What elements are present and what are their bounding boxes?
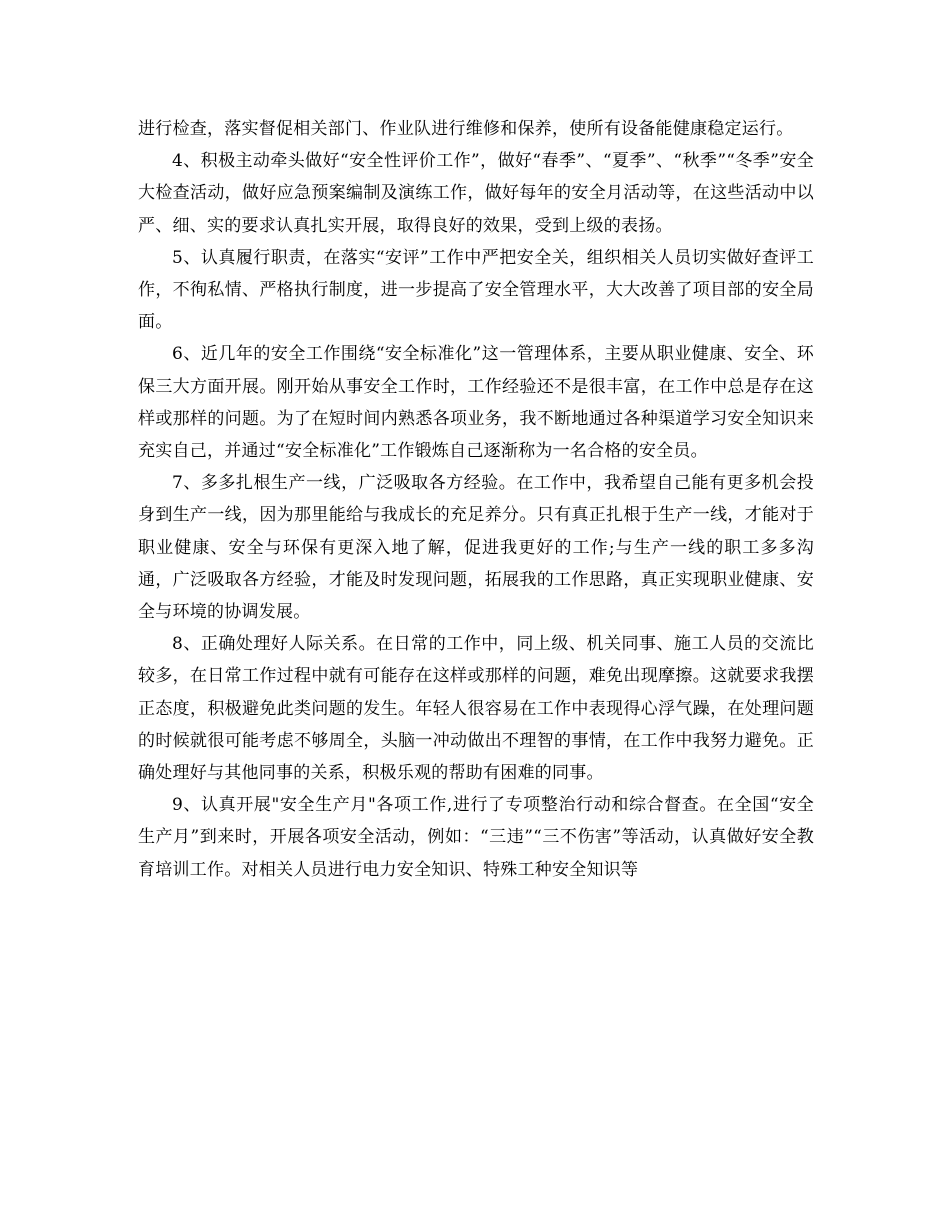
paragraph-item-5: 5、认真履行职责，在落实“安评”工作中严把安全关，组织相关人员切实做好查评工作，不徇私情、严格执行制度，进一步提高了安全管理水平，大大改善了项目部的安全局面。 [138, 247, 814, 333]
document-body [138, 113, 814, 886]
paragraph-item-7: 7、多多扎根生产一线，广泛吸取各方经验。在工作中，我希望自己能有更多机会投身到生产一线，因为那里能给与我成长的充足养分。只有真正扎根于生产一线，才能对于职业健康、安全与环保有更深入地了解，促进我更好的工作;与生产一线的职工多多沟通，广泛吸取各方经验，才能及时发现问题，拓展我的工作思路，真正实现职业健康、安全与环境的协调发展。 [138, 473, 814, 623]
paragraph-item-9: 9、认真开展"安全生产月"各项工作,进行了专项整治行动和综合督查。在全国“安全生产月”到来时，开展各项安全活动，例如：“三违”“三不伤害”等活动，认真做好安全教育培训工作。对相关人员进行电力安全知识、特殊工种安全知识等 [138, 795, 814, 880]
paragraph-item-6: 6、近几年的安全工作围绕“安全标准化”这一管理体系，主要从职业健康、安全、环保三大方面开展。刚开始从事安全工作时，工作经验还不是很丰富，在工作中总是存在这样或那样的问题。为了在短时间内熟悉各项业务，我不断地通过各种渠道学习安全知识来充实自己，并通过“安全标准化”工作锻炼自己逐渐称为一名合格的安全员。 [138, 344, 814, 462]
paragraph-item-8: 8、正确处理好人际关系。在日常的工作中，同上级、机关同事、施工人员的交流比较多，在日常工作过程中就有可能存在这样或那样的问题，难免出现摩擦。这就要求我摆正态度，积极避免此类问题的发生。年轻人很容易在工作中表现得心浮气躁，在处理问题的时候就很可能考虑不够周全，头脑一冲动做出不理智的事情，在工作中我努力避免。正确处理好与其他同事的关系，积极乐观的帮助有困难的同事。 [138, 634, 814, 784]
paragraph-item-4: 4、积极主动牵头做好“安全性评价工作”，做好“春季”、“夏季”、“秋季”“冬季”安全大检查活动，做好应急预案编制及演练工作，做好每年的安全月活动等，在这些活动中以严、细、实的要求认真扎实开展，取得良好的效果，受到上级的表扬。 [138, 151, 814, 236]
paragraph-continuation: 进行检查，落实督促相关部门、作业队进行维修和保养，使所有设备能健康稳定运行。 [138, 119, 794, 139]
